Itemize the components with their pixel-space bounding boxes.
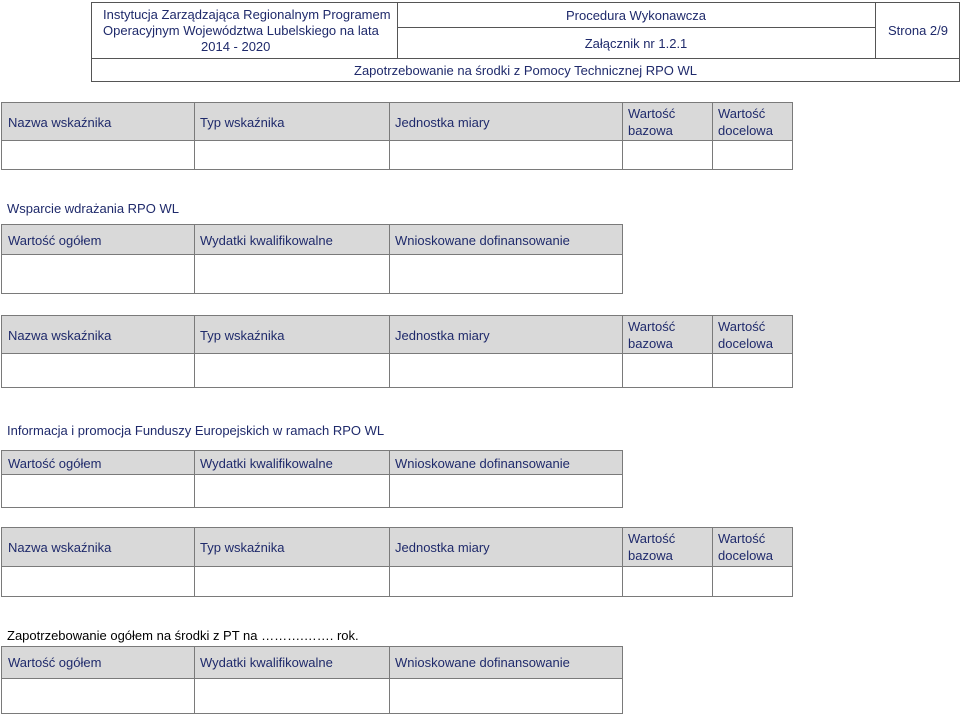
indicator-cell-unit[interactable] xyxy=(389,353,623,388)
value-header-total: Wartość ogółem xyxy=(1,224,195,255)
indicator-cell-target[interactable] xyxy=(712,353,793,388)
institution-line-3: 2014 - 2020 xyxy=(201,39,271,54)
indicator-cell-type[interactable] xyxy=(194,140,390,170)
indicator-header-base: Wartość bazowa xyxy=(622,315,713,354)
value-cell-eligible[interactable] xyxy=(194,254,390,294)
indicator-header-unit: Jednostka miary xyxy=(389,315,623,354)
indicator-header-base: Wartość bazowa xyxy=(622,102,713,141)
indicator-header-name: Nazwa wskaźnika xyxy=(1,527,195,567)
indicator-cell-name[interactable] xyxy=(1,566,195,597)
header-subtitle: Zapotrzebowanie na środki z Pomocy Technicznej RPO WL xyxy=(354,63,697,78)
header-divider-4 xyxy=(397,27,875,28)
annex-label: Załącznik nr 1.2.1 xyxy=(584,36,688,51)
indicator-cell-target[interactable] xyxy=(712,566,793,597)
institution-line-1: Instytucja Zarządzająca Regionalnym Programem xyxy=(103,7,391,22)
value-cell-total[interactable] xyxy=(1,474,195,508)
indicator-cell-type[interactable] xyxy=(194,353,390,388)
indicator-header-target: Wartość docelowa xyxy=(712,527,793,567)
indicator-cell-name[interactable] xyxy=(1,140,195,170)
indicator-cell-unit[interactable] xyxy=(389,566,623,597)
procedure-title: Procedura Wykonawcza xyxy=(565,8,707,23)
indicator-header-target: Wartość docelowa xyxy=(712,315,793,354)
indicator-header-base: Wartość bazowa xyxy=(622,527,713,567)
header-divider-3 xyxy=(91,58,960,59)
indicator-header-type: Typ wskaźnika xyxy=(194,102,390,141)
value-cell-eligible[interactable] xyxy=(194,474,390,508)
value-header-total: Wartość ogółem xyxy=(1,450,195,475)
indicator-cell-type[interactable] xyxy=(194,566,390,597)
value-header-eligible: Wydatki kwalifikowalne xyxy=(194,450,390,475)
value-header-total: Wartość ogółem xyxy=(1,646,195,679)
value-cell-requested[interactable] xyxy=(389,678,623,714)
value-cell-requested[interactable] xyxy=(389,474,623,508)
value-cell-total[interactable] xyxy=(1,254,195,294)
indicator-header-type: Typ wskaźnika xyxy=(194,315,390,354)
value-header-requested: Wnioskowane dofinansowanie xyxy=(389,450,623,475)
indicator-cell-name[interactable] xyxy=(1,353,195,388)
value-cell-eligible[interactable] xyxy=(194,678,390,714)
indicator-header-unit: Jednostka miary xyxy=(389,102,623,141)
indicator-cell-base[interactable] xyxy=(622,566,713,597)
indicator-header-target: Wartość docelowa xyxy=(712,102,793,141)
indicator-header-name: Nazwa wskaźnika xyxy=(1,102,195,141)
value-cell-total[interactable] xyxy=(1,678,195,714)
indicator-cell-target[interactable] xyxy=(712,140,793,170)
value-header-eligible: Wydatki kwalifikowalne xyxy=(194,224,390,255)
indicator-cell-base[interactable] xyxy=(622,353,713,388)
indicator-cell-base[interactable] xyxy=(622,140,713,170)
indicator-header-name: Nazwa wskaźnika xyxy=(1,315,195,354)
indicator-cell-unit[interactable] xyxy=(389,140,623,170)
section-title-1: Wsparcie wdrażania RPO WL xyxy=(7,201,179,216)
page-number: Strona 2/9 xyxy=(888,23,948,38)
institution-line-2: Operacyjnym Województwa Lubelskiego na lata xyxy=(103,23,379,38)
section-title-3: Zapotrzebowanie ogółem na środki z PT na ……….……. rok. xyxy=(7,628,359,643)
indicator-header-type: Typ wskaźnika xyxy=(194,527,390,567)
section-title-2: Informacja i promocja Funduszy Europejskich w ramach RPO WL xyxy=(7,423,385,438)
value-cell-requested[interactable] xyxy=(389,254,623,294)
value-header-requested: Wnioskowane dofinansowanie xyxy=(389,224,623,255)
indicator-header-unit: Jednostka miary xyxy=(389,527,623,567)
value-header-eligible: Wydatki kwalifikowalne xyxy=(194,646,390,679)
value-header-requested: Wnioskowane dofinansowanie xyxy=(389,646,623,679)
